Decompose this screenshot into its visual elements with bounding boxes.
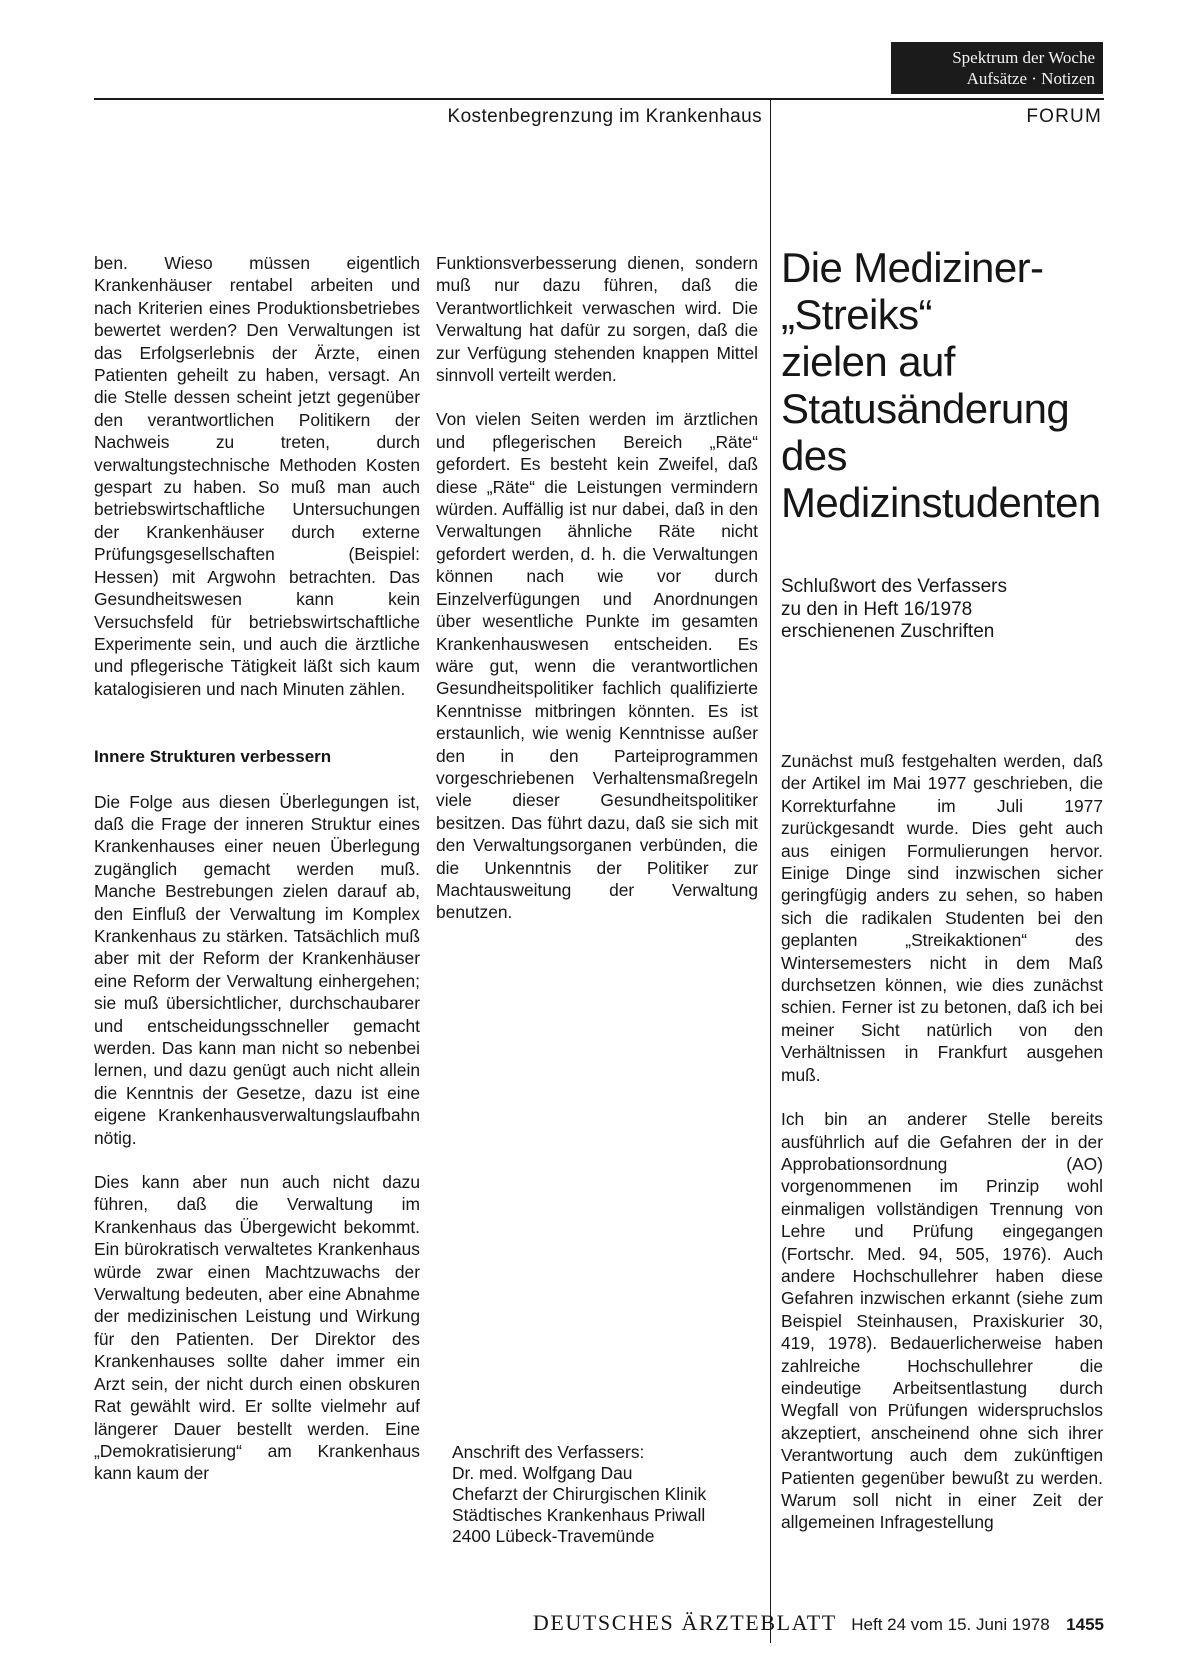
headline-line: zielen auf xyxy=(781,338,955,385)
subtitle-line: Schlußwort des Verfassers xyxy=(781,576,1007,597)
headline-line: „Streiks“ xyxy=(781,291,932,338)
running-head: Kostenbegrenzung im Krankenhaus xyxy=(447,106,762,127)
author-address xyxy=(452,1442,764,1547)
headline-line: Medizinstudenten xyxy=(781,479,1101,526)
paragraph: Ich bin an anderer Stelle bereits ausführlich auf die Gefahren der in der Approbationsordnung (AO) vorgenommenen im Prinzip wohl einmaligen vollständigen Trennung von Lehre und Prüfung eingegangen (Fortschr. Med. 94, 505, 1976). Auch andere Hochschullehrer haben diese Gefahren inzwischen erkannt (siehe zum Beispiel Steinhausen, Praxiskurier 30, 419, 1978). Bedauerlicherweise haben zahlreiche Hochschullehrer die eindeutige Arbeitsentlastung durch Wegfall von Prüfungen widerspruchslos akzeptiert, anscheinend ohne sich ihrer Verantwortung auch dem zukünftigen Patienten gegenüber bewußt zu werden. Warum soll nicht in einer Zeit der allgemeinen Infragestellung xyxy=(781,1109,1103,1533)
badge-line-1: Spektrum der Woche xyxy=(952,48,1095,67)
address-line: Chefarzt der Chirurgischen Klinik xyxy=(452,1484,707,1504)
article-headline xyxy=(781,244,1101,526)
address-line: Anschrift des Verfassers: xyxy=(452,1442,645,1462)
paragraph: Dies kann aber nun auch nicht dazu führen, daß die Verwaltung im Krankenhaus das Übergewicht bekommt. Ein bürokratisch verwaltetes Krankenhaus würde zwar einen Machtzuwachs der Verwaltung bedeuten, aber eine Abnahme der medizinischen Leistung und Wirkung für den Patienten. Der Direktor des Krankenhauses sollte daher immer ein Arzt sein, der nicht durch einen obskuren Rat gewählt wird. Er sollte vielmehr auf längerer Dauer bestellt werden. Eine „Demokratisierung“ am Krankenhaus kann kaum der xyxy=(94,1172,420,1484)
headline-line: Statusänderung xyxy=(781,385,1070,432)
subheading: Innere Strukturen verbessern xyxy=(94,747,332,767)
column-divider xyxy=(770,98,771,1643)
badge-line-2: Aufsätze · Notizen xyxy=(966,69,1095,88)
paragraph: Von vielen Seiten werden im ärztlichen und pflegerischen Bereich „Räte“ gefordert. Es besteht kein Zweifel, daß diese „Räte“ die Leistungen vermindern würden. Auffällig ist nur dabei, daß in den Verwaltungen ähnliche Räte nicht gefordert werden, d. h. die Verwaltungen können nach wie vor durch Einzelverfügungen und Anordnungen über wesentliche Punkte im gesamten Krankenhauswesen entscheiden. Es wäre gut, wenn die verantwortlichen Gesundheitspolitiker fachlich qualifizierte Kenntnisse mitbringen könnten. Es ist erstaunlich, wie wenig Kenntnisse außer den in den Parteiprogrammen vorgeschriebenen Verhaltensmaßregeln viele dieser Gesundheitspolitiker besitzen. Das führt dazu, daß sie sich mit den Verwaltungsorganen verbünden, die die Unkenntnis der Politiker zur Machtausweitung der Verwaltung benutzen. xyxy=(436,409,758,923)
paragraph: Funktionsverbesserung dienen, sondern muß nur dazu führen, daß die Verantwortlichkeit verwaschen wird. Die Verwaltung hat dafür zu sorgen, daß die zur Verfügung stehenden knappen Mittel sinnvoll verteilt werden. xyxy=(436,253,758,386)
subtitle-line: zu den in Heft 16/1978 xyxy=(781,598,973,620)
issue-info: Heft 24 vom 15. Juni 1978 xyxy=(851,1615,1050,1634)
section-label: FORUM xyxy=(1026,106,1102,127)
journal-name: DEUTSCHES ÄRZTEBLATT xyxy=(532,1610,837,1635)
article-column-1 xyxy=(94,252,420,1485)
paragraph: Die Folge aus diesen Überlegungen ist, daß die Frage der inneren Struktur eines Krankenhauses einer neuen Überlegung zugänglich gemacht werden muß. Manche Bestrebungen zielen darauf ab, den Einfluß der Verwaltung im Komplex Krankenhaus zu stärken. Tatsächlich muß aber mit der Reform der Krankenhäuser eine Reform der Verwaltung einhergehen; sie muß übersichtlicher, durchschaubarer und entscheidungsschneller gemacht werden. Das kann man nicht so nebenbei lernen, und dazu genügt auch nicht allein die Kenntnis der Gesetze, dazu ist eine eigene Krankenhausverwaltungslaufbahn nötig. xyxy=(94,791,420,1148)
address-line: Dr. med. Wolfgang Dau xyxy=(452,1463,633,1483)
paragraph: Zunächst muß festgehalten werden, daß der Artikel im Mai 1977 geschrieben, die Korrekturfahne im Juli 1977 zurückgesandt wurde. Dies geht auch aus einigen Formulierungen hervor. Einige Dinge sind inzwischen sicher geringfügig anders zu sehen, so haben sich die radikalen Studenten bei den geplanten „Streikaktionen“ des Wintersemesters nicht in dem Maß durchsetzen können, wie dies zunächst schien. Ferner ist zu betonen, daß ich bei meiner Sicht natürlich von den Verhältnissen in Frankfurt ausgehen muß. xyxy=(781,751,1103,1085)
headline-line: des xyxy=(781,432,847,479)
article-column-3 xyxy=(781,750,1103,1534)
page-number: 1455 xyxy=(1066,1615,1104,1634)
article-column-2 xyxy=(436,252,758,924)
header-rule xyxy=(94,98,1104,100)
subtitle-line: erschienenen Zuschriften xyxy=(781,621,995,642)
article-subtitle xyxy=(781,576,1101,644)
address-line: 2400 Lübeck-Travemünde xyxy=(452,1526,655,1546)
paragraph: ben. Wieso müssen eigentlich Krankenhäuser rentabel arbeiten und nach Kriterien eines Produktionsbetriebes bewertet werden? Den Verwaltungen ist das Erfolgserlebnis der Ärzte, einen Patienten geheilt zu haben, versagt. An die Stelle dessen scheint jetzt gegenüber den verantwortlichen Politikern der Nachweis zu treten, durch verwaltungstechnische Methoden Kosten gespart zu haben. So muß man auch betriebswirtschaftliche Untersuchungen der Krankenhäuser durch externe Prüfungsgesellschaften (Beispiel: Hessen) mit Argwohn betrachten. Das Gesundheitswesen kann kein Versuchsfeld für betriebswirtschaftliche Experimente sein, und auch die ärztliche und pflegerische Tätigkeit läßt sich kaum katalogisieren und nach Minuten zählen. xyxy=(94,253,420,699)
section-badge xyxy=(891,42,1103,94)
headline-line: Die Mediziner- xyxy=(781,244,1044,291)
page-footer xyxy=(300,1610,1104,1636)
address-line: Städtisches Krankenhaus Priwall xyxy=(452,1505,706,1525)
